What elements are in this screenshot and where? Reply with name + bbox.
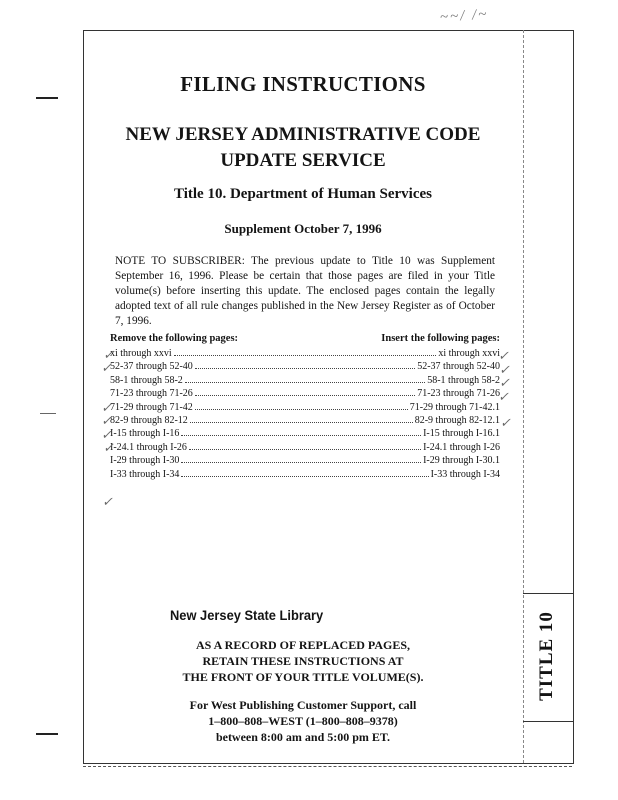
insert-range: 82-9 through 82-12.1 — [414, 415, 500, 427]
table-row — [110, 387, 500, 400]
remove-header: Remove the following pages: — [110, 333, 239, 344]
checkmark-icon: ✓ — [500, 415, 511, 430]
leader-dots — [195, 395, 415, 396]
table-row — [110, 441, 500, 454]
code-heading — [83, 122, 523, 174]
checkmark-icon: ✓ — [101, 427, 112, 442]
binder-hole-mark — [36, 733, 58, 735]
leader-dots — [189, 449, 421, 450]
remove-range: 71-29 through 71-42 — [110, 401, 193, 413]
insert-range: I-29 through I-30.1 — [423, 455, 500, 467]
page-bottom-border — [83, 766, 572, 767]
table-row — [110, 414, 500, 427]
insert-range: 58-1 through 58-2 — [427, 374, 500, 386]
checkmark-icon: ✓ — [101, 400, 112, 415]
library-stamp: New Jersey State Library — [170, 607, 324, 623]
leader-dots — [181, 476, 428, 477]
leader-dots — [190, 422, 413, 423]
insert-range: I-33 through I-34 — [430, 468, 500, 480]
remove-range: 82-9 through 82-12 — [110, 415, 188, 427]
checkmark-icon: ✓ — [101, 360, 112, 375]
handwritten-scribble: ~~/ /~ — [439, 6, 489, 26]
insert-range: 71-23 through 71-26 — [417, 388, 500, 400]
support-phone: 1–800–808–WEST (1–800–808–9378) — [208, 714, 398, 728]
insert-range: xi through xxvi — [438, 348, 500, 359]
record-notice-line3: THE FRONT OF YOUR TITLE VOLUME(S). — [182, 670, 424, 684]
checkmark-icon: ✓ — [102, 494, 113, 509]
binder-hole-mark — [40, 413, 56, 414]
remove-range: xi through xxvi — [110, 348, 172, 359]
checkmark-icon: ✓ — [498, 348, 509, 363]
table-row — [110, 468, 500, 481]
pages-table-header — [110, 333, 500, 344]
support-info — [83, 697, 523, 745]
insert-range: 52-37 through 52-40 — [417, 361, 500, 373]
table-row — [110, 360, 500, 373]
remove-range: I-33 through I-34 — [110, 468, 180, 480]
record-notice-line2: RETAIN THESE INSTRUCTIONS AT — [202, 654, 404, 668]
remove-range: I-24.1 through I-26 — [110, 441, 187, 453]
remove-range: I-29 through I-30 — [110, 455, 180, 467]
checkmark-icon: ✓ — [499, 375, 510, 390]
table-row — [110, 374, 500, 387]
leader-dots — [195, 409, 408, 410]
record-notice — [83, 637, 523, 685]
leader-dots — [181, 462, 421, 463]
code-heading-line2: UPDATE SERVICE — [220, 150, 386, 171]
binder-hole-mark — [36, 97, 58, 99]
table-row — [110, 401, 500, 414]
table-row — [110, 427, 500, 440]
subscriber-note: NOTE TO SUBSCRIBER: The previous update to Title 10 was Supplement September 16, 1996. Please be certain that those pages are filed in your Title volume(s) before inserting this update. The enclosed pages contain the legally adopted text of all rule changes published in the New Jersey Register as of October 7, 1996. — [115, 255, 495, 327]
checkmark-icon: ✓ — [499, 362, 510, 377]
checkmark-icon: ✓ — [101, 413, 112, 428]
remove-range: 52-37 through 52-40 — [110, 361, 193, 373]
pages-table — [110, 333, 500, 481]
table-row — [110, 454, 500, 467]
table-row — [110, 347, 500, 360]
insert-range: I-15 through I-16.1 — [423, 428, 500, 440]
page-title: FILING INSTRUCTIONS — [180, 72, 426, 96]
insert-range: I-24.1 through I-26 — [423, 441, 500, 453]
checkmark-icon: ✓ — [103, 347, 114, 362]
title-line: Title 10. Department of Human Services — [173, 186, 433, 202]
leader-dots — [195, 368, 415, 369]
leader-dots — [174, 355, 437, 356]
record-notice-line1: AS A RECORD OF REPLACED PAGES, — [195, 638, 411, 652]
remove-range: 58-1 through 58-2 — [110, 374, 183, 386]
support-line1: For West Publishing Customer Support, call — [189, 698, 417, 712]
code-heading-line1: NEW JERSEY ADMINISTRATIVE CODE — [125, 124, 481, 145]
title-tab-label: TITLE 10 — [536, 611, 557, 701]
support-hours: between 8:00 am and 5:00 pm ET. — [215, 730, 391, 744]
supplement-date: Supplement October 7, 1996 — [224, 221, 382, 236]
remove-range: I-15 through I-16 — [110, 428, 180, 440]
remove-range: 71-23 through 71-26 — [110, 388, 193, 400]
leader-dots — [185, 382, 425, 383]
checkmark-icon: ✓ — [498, 389, 509, 404]
leader-dots — [181, 435, 421, 436]
insert-range: 71-29 through 71-42.1 — [409, 401, 500, 413]
insert-header: Insert the following pages: — [381, 333, 500, 344]
checkmark-icon: ✓ — [103, 440, 114, 455]
